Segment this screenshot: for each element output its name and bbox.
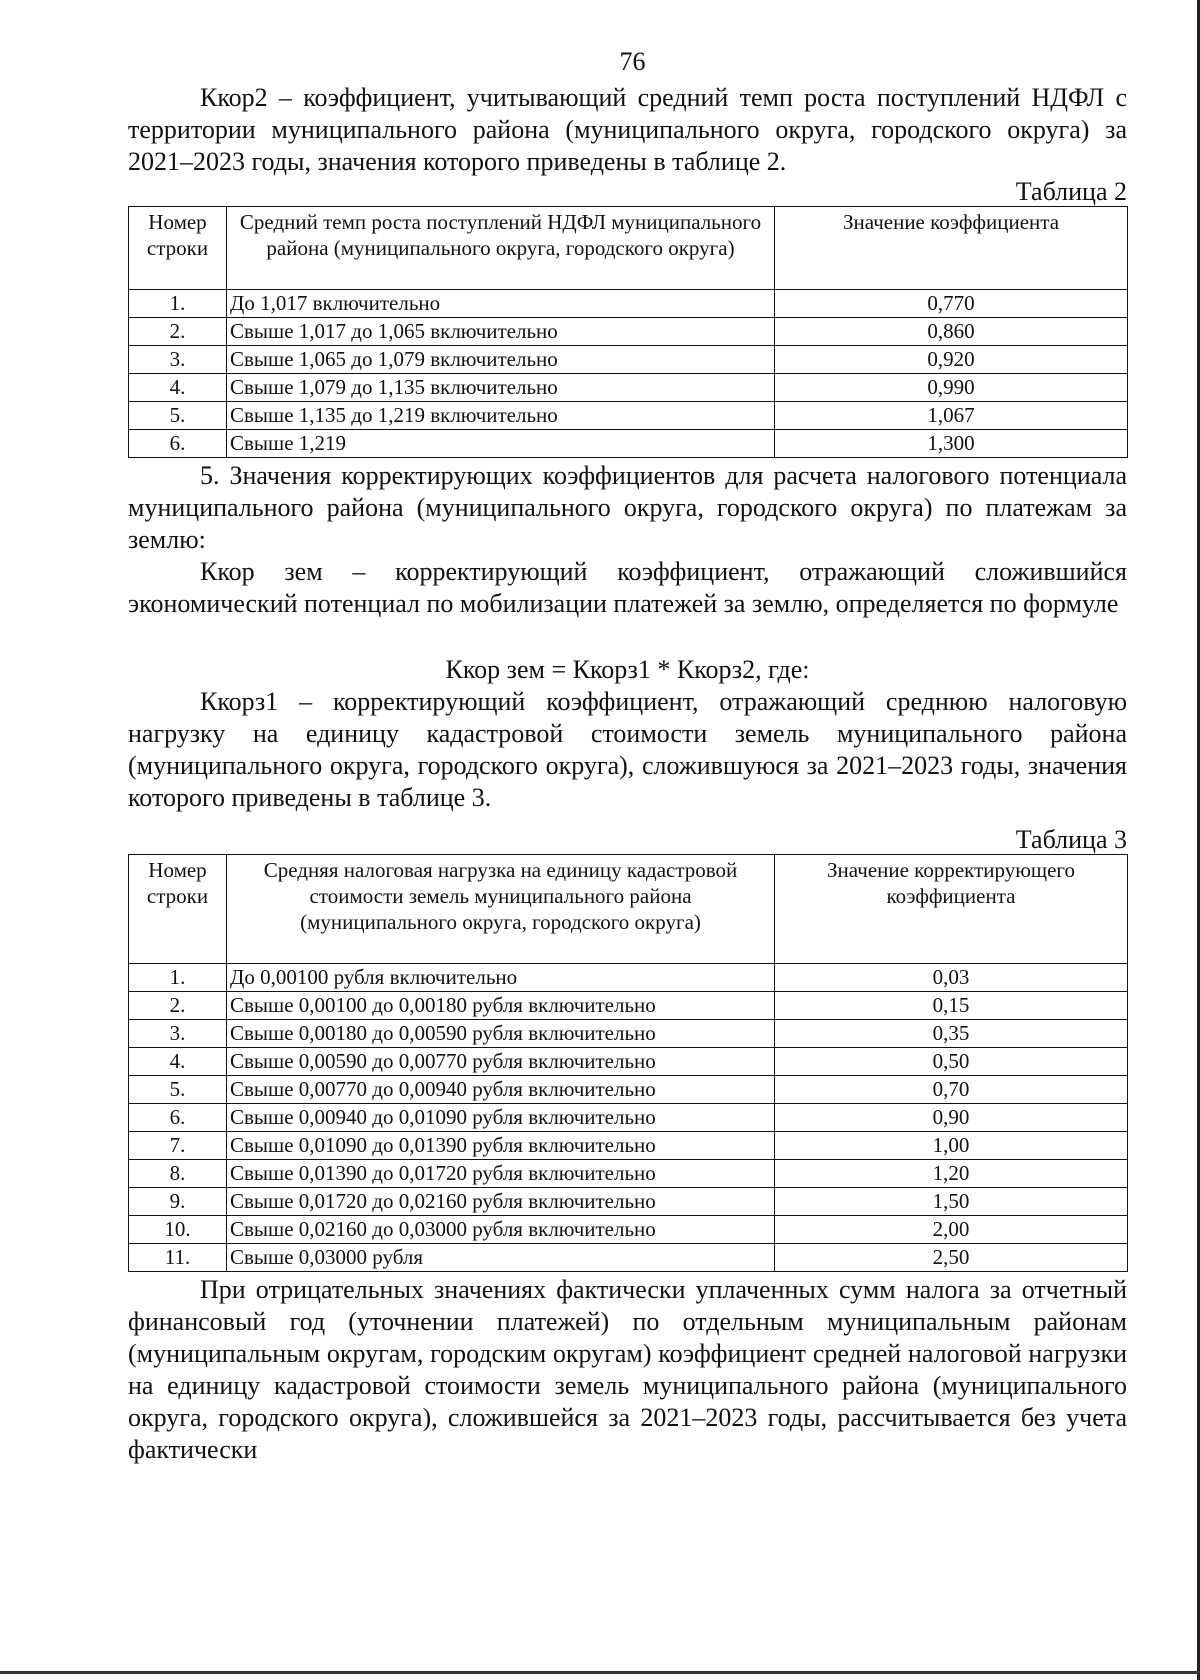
table2-header-value: Значение коэффициента — [775, 207, 1128, 290]
row-number: 1. — [129, 964, 227, 992]
table-row — [129, 1160, 1128, 1188]
row-number: 5. — [129, 1076, 227, 1104]
row-range: Свыше 1,065 до 1,079 включительно — [227, 346, 775, 374]
row-value: 0,50 — [775, 1048, 1128, 1076]
row-value: 0,990 — [775, 374, 1128, 402]
table-row — [129, 1188, 1128, 1216]
row-number: 8. — [129, 1160, 227, 1188]
row-value: 1,50 — [775, 1188, 1128, 1216]
table-row — [129, 1020, 1128, 1048]
table-row — [129, 992, 1128, 1020]
table3 — [128, 854, 1128, 1272]
row-value: 0,860 — [775, 318, 1128, 346]
table3-header-num: Номер строки — [129, 855, 227, 964]
table-row — [129, 346, 1128, 374]
table-row — [129, 1104, 1128, 1132]
table-row — [129, 402, 1128, 430]
row-value: 1,00 — [775, 1132, 1128, 1160]
row-range: Свыше 0,00180 до 0,00590 рубля включительно — [227, 1020, 775, 1048]
page-number: 76 — [619, 47, 646, 76]
table3-header-range: Средняя налоговая нагрузка на единицу кадастровой стоимости земель муниципального района (муниципального округа, городского округа) — [227, 855, 775, 964]
table-row — [129, 1132, 1128, 1160]
row-value: 2,00 — [775, 1216, 1128, 1244]
row-value: 1,20 — [775, 1160, 1128, 1188]
table3-header-row — [129, 855, 1128, 964]
paragraph-item-5: 5. Значения корректирующих коэффициентов для расчета налогового потенциала муниципального района (муниципального округа, городского округа) по платежам за землю: — [128, 461, 1127, 554]
row-value: 0,90 — [775, 1104, 1128, 1132]
paragraph-kkor2: Ккор2 – коэффициент, учитывающий средний темп роста поступлений НДФЛ с территории муниципального района (муниципального округа, городского округа) за 2021–2023 годы, значения которого приведены в таблице 2. — [128, 83, 1127, 176]
paragraph-kkor-zem: Ккор зем – корректирующий коэффициент, отражающий сложившийся экономический потенциал по мобилизации платежей за землю, определяется по формуле — [128, 557, 1127, 618]
table2-caption: Таблица 2 — [1015, 177, 1127, 206]
row-value: 1,067 — [775, 402, 1128, 430]
row-range: Свыше 0,01720 до 0,02160 рубля включительно — [227, 1188, 775, 1216]
table-row — [129, 430, 1128, 458]
row-number: 4. — [129, 374, 227, 402]
row-number: 6. — [129, 1104, 227, 1132]
row-range: Свыше 0,02160 до 0,03000 рубля включительно — [227, 1216, 775, 1244]
row-range: Свыше 1,079 до 1,135 включительно — [227, 374, 775, 402]
row-range: Свыше 0,03000 рубля — [227, 1244, 775, 1272]
row-range: До 1,017 включительно — [227, 290, 775, 318]
row-range: Свыше 0,01090 до 0,01390 рубля включительно — [227, 1132, 775, 1160]
row-range: До 0,00100 рубля включительно — [227, 964, 775, 992]
row-number: 11. — [129, 1244, 227, 1272]
row-number: 10. — [129, 1216, 227, 1244]
paragraph-kkorz1: Ккорз1 – корректирующий коэффициент, отражающий среднюю налоговую нагрузку на единицу кадастровой стоимости земель муниципального района (муниципального округа, городского округа), сложившуюся за 2021–2023 годы, значения которого приведены в таблице 3. — [128, 687, 1127, 812]
row-range: Свыше 1,135 до 1,219 включительно — [227, 402, 775, 430]
row-value: 2,50 — [775, 1244, 1128, 1272]
document-page — [128, 44, 1127, 1466]
paragraph-negative-values: При отрицательных значениях фактически уплаченных сумм налога за отчетный финансовый год (уточнении платежей) по отдельным муниципальным районам (муниципальным округам, городским округам) коэффициент средней налоговой нагрузки на единицу кадастровой стоимости земель муниципального района (муниципального округа, городского округа), сложившейся за 2021–2023 годы, рассчитывается без учета фактически — [128, 1275, 1127, 1464]
row-range: Свыше 0,00590 до 0,00770 рубля включительно — [227, 1048, 775, 1076]
row-value: 0,15 — [775, 992, 1128, 1020]
row-value: 0,770 — [775, 290, 1128, 318]
row-number: 5. — [129, 402, 227, 430]
row-number: 1. — [129, 290, 227, 318]
table-row — [129, 1048, 1128, 1076]
table-row — [129, 1244, 1128, 1272]
row-range: Свыше 1,017 до 1,065 включительно — [227, 318, 775, 346]
table3-header-value: Значение корректирующего коэффициента — [775, 855, 1128, 964]
row-value: 0,03 — [775, 964, 1128, 992]
table-row — [129, 374, 1128, 402]
table2-header-range: Средний темп роста поступлений НДФЛ муниципального района (муниципального округа, городского округа) — [227, 207, 775, 290]
row-value: 0,920 — [775, 346, 1128, 374]
row-range: Свыше 0,00100 до 0,00180 рубля включительно — [227, 992, 775, 1020]
table-row — [129, 1216, 1128, 1244]
row-number: 2. — [129, 992, 227, 1020]
table2-header-row — [129, 207, 1128, 290]
scan-edge-bottom — [0, 1671, 1200, 1674]
row-number: 4. — [129, 1048, 227, 1076]
row-range: Свыше 1,219 — [227, 430, 775, 458]
row-value: 1,300 — [775, 430, 1128, 458]
row-number: 6. — [129, 430, 227, 458]
table2-header-num: Номер строки — [129, 207, 227, 290]
row-value: 0,35 — [775, 1020, 1128, 1048]
formula: Ккор зем = Ккорз1 * Ккорз2, где: — [445, 655, 810, 684]
table-row — [129, 290, 1128, 318]
row-number: 2. — [129, 318, 227, 346]
row-range: Свыше 0,00940 до 0,01090 рубля включительно — [227, 1104, 775, 1132]
table-row — [129, 964, 1128, 992]
row-number: 3. — [129, 1020, 227, 1048]
row-range: Свыше 0,01390 до 0,01720 рубля включительно — [227, 1160, 775, 1188]
row-number: 3. — [129, 346, 227, 374]
row-value: 0,70 — [775, 1076, 1128, 1104]
row-number: 7. — [129, 1132, 227, 1160]
row-range: Свыше 0,00770 до 0,00940 рубля включительно — [227, 1076, 775, 1104]
table3-caption: Таблица 3 — [1015, 825, 1127, 854]
table-row — [129, 318, 1128, 346]
row-number: 9. — [129, 1188, 227, 1216]
table2 — [128, 206, 1128, 458]
table-row — [129, 1076, 1128, 1104]
